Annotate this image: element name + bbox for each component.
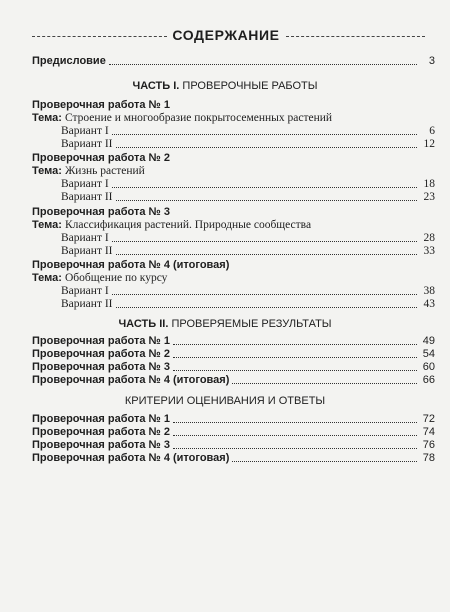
toc-entry-label: Вариант II <box>61 191 113 203</box>
toc-entry[interactable] <box>32 347 435 361</box>
toc-entry-preface[interactable] <box>32 54 435 68</box>
toc-entry-label: Проверочная работа № 4 (итоговая) <box>32 452 230 464</box>
part-prefix: ЧАСТЬ II. <box>118 318 169 330</box>
toc-entry-variant[interactable] <box>61 190 435 204</box>
page-number: 12 <box>423 138 435 150</box>
topic-text: Строение и многообразие покрытосеменных растений <box>64 112 333 124</box>
dot-leader <box>112 134 417 135</box>
toc-entry-label: Вариант I <box>61 232 109 244</box>
dot-leader <box>116 307 418 308</box>
page-number: 60 <box>422 361 435 373</box>
toc-entry[interactable] <box>32 451 435 465</box>
dot-leader <box>232 461 417 462</box>
dot-leader <box>173 435 417 436</box>
toc-entry-variant[interactable] <box>61 177 435 191</box>
toc-entry[interactable] <box>32 412 435 426</box>
toc-entry-variant[interactable] <box>61 124 435 138</box>
toc-entry-variant[interactable] <box>61 244 435 258</box>
toc-entry[interactable] <box>32 373 435 387</box>
dot-leader <box>232 383 417 384</box>
page-title: СОДЕРЖАНИЕ <box>172 27 280 43</box>
part-title: ПРОВЕРОЧНЫЕ РАБОТЫ <box>182 80 318 92</box>
toc-entry-label: Вариант I <box>61 125 109 137</box>
dot-leader <box>173 344 417 345</box>
page-number: 18 <box>423 178 435 190</box>
part-title: КРИТЕРИИ ОЦЕНИВАНИЯ И ОТВЕТЫ <box>124 395 326 407</box>
contents-header <box>0 27 450 47</box>
toc-entry-label: Вариант II <box>61 138 113 150</box>
toc-entry-variant[interactable] <box>61 284 435 298</box>
work-title: Проверочная работа № 1 <box>32 99 170 111</box>
dot-leader <box>173 422 417 423</box>
topic-text: Классификация растений. Природные сообщества <box>64 219 312 231</box>
page-number: 76 <box>422 439 435 451</box>
toc-entry-variant[interactable] <box>61 231 435 245</box>
toc-entry-label: Проверочная работа № 2 <box>32 426 170 438</box>
page-number: 66 <box>422 374 435 386</box>
dot-leader <box>116 147 418 148</box>
page-number: 38 <box>423 285 435 297</box>
page-number: 43 <box>423 298 435 310</box>
page-number: 49 <box>422 335 435 347</box>
topic-key: Тема: <box>32 165 62 177</box>
dot-leader <box>116 200 418 201</box>
work-title: Проверочная работа № 3 <box>32 206 170 218</box>
topic-text: Обобщение по курсу <box>64 272 168 284</box>
toc-entry-label: Проверочная работа № 3 <box>32 361 170 373</box>
page-number: 3 <box>428 55 435 67</box>
header-rule-right <box>286 36 425 37</box>
page-number: 6 <box>429 125 435 137</box>
toc-entry-label: Вариант I <box>61 285 109 297</box>
part-title: ПРОВЕРЯЕМЫЕ РЕЗУЛЬТАТЫ <box>171 318 332 330</box>
dot-leader <box>173 448 417 449</box>
page-number: 33 <box>423 245 435 257</box>
header-rule-left <box>32 36 167 37</box>
work-title: Проверочная работа № 2 <box>32 152 170 164</box>
dot-leader <box>112 241 417 242</box>
toc-entry[interactable] <box>32 360 435 374</box>
part-heading-2 <box>0 318 450 331</box>
page-number: 78 <box>422 452 435 464</box>
topic-key: Тема: <box>32 219 62 231</box>
toc-entry-label: Проверочная работа № 2 <box>32 348 170 360</box>
part-heading-1 <box>0 80 450 93</box>
toc-entry-label: Проверочная работа № 1 <box>32 413 170 425</box>
toc-entry[interactable] <box>32 425 435 439</box>
dot-leader <box>173 357 417 358</box>
toc-entry[interactable] <box>32 438 435 452</box>
dot-leader <box>116 254 418 255</box>
page-number: 28 <box>423 232 435 244</box>
toc-entry-variant[interactable] <box>61 297 435 311</box>
dot-leader <box>112 187 417 188</box>
toc-entry-label: Проверочная работа № 3 <box>32 439 170 451</box>
page-number: 23 <box>423 191 435 203</box>
dot-leader <box>173 370 417 371</box>
work-title: Проверочная работа № 4 (итоговая) <box>32 259 230 271</box>
page-number: 72 <box>422 413 435 425</box>
part-heading-3 <box>0 395 450 408</box>
page-number: 54 <box>422 348 435 360</box>
dot-leader <box>109 64 417 65</box>
toc-entry-variant[interactable] <box>61 137 435 151</box>
toc-entry-label: Вариант II <box>61 298 113 310</box>
dot-leader <box>112 294 417 295</box>
toc-entry[interactable] <box>32 334 435 348</box>
topic-text: Жизнь растений <box>64 165 145 177</box>
toc-entry-label: Предисловие <box>32 55 106 67</box>
toc-entry-label: Проверочная работа № 1 <box>32 335 170 347</box>
toc-entry-label: Вариант I <box>61 178 109 190</box>
toc-entry-label: Вариант II <box>61 245 113 257</box>
topic-key: Тема: <box>32 272 62 284</box>
part-prefix: ЧАСТЬ I. <box>132 80 180 92</box>
toc-entry-label: Проверочная работа № 4 (итоговая) <box>32 374 230 386</box>
topic-key: Тема: <box>32 112 62 124</box>
page-number: 74 <box>422 426 435 438</box>
